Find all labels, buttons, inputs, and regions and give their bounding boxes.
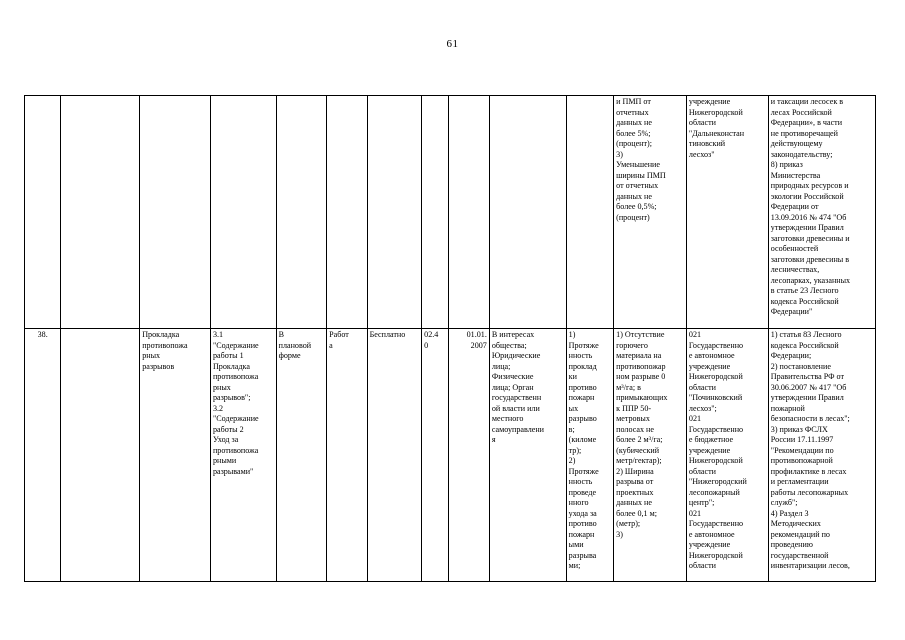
cell-payment: [367, 96, 422, 329]
table-row: [25, 96, 876, 329]
page-number: 61: [446, 38, 459, 50]
cell-payment: Бесплатно: [367, 329, 422, 582]
cell-form: [276, 96, 327, 329]
cell-volume-indicators: 1) Протяже нность проклад ки противо пожарн ых разрыво в; (киломе тр); 2) Протяже нность проведе нного ухода за противо пожарн ыми разрыва ми;: [566, 329, 614, 582]
services-table: [24, 95, 876, 582]
cell-work-name: [140, 96, 211, 329]
cell-okved: [422, 96, 449, 329]
cell-consumers: [489, 96, 566, 329]
cell-form: В плановой форме: [276, 329, 327, 582]
cell-date: 01.01. 2007: [449, 329, 489, 582]
cell-institutions: 021 Государственно е автономное учреждение Нижегородской области "Починковский лесхоз"; 021 Государственно е бюджетное учреждение Нижегородской области "Нижегородский лесопожарный центр"; 021 Государственно е автономное учреждение Нижегородской области: [686, 329, 768, 582]
cell-legal-basis: и таксации лесосек в лесах Российской Федерации», в части не противоречащей действующему законодательству; 8) приказ Министерства природных ресурсов и экологии Российской Федерации от 13.09.2016 № 474 "Об утверждении Правил заготовки древесины и особенностей заготовки древесины в лесничествах, лесопарках, указанных в статье 23 Лесного кодекса Российской Федерации": [768, 96, 875, 329]
cell-work-name: Прокладка противопожа рных разрывов: [140, 329, 211, 582]
cell-service-code: [61, 329, 140, 582]
cell-number: [25, 96, 61, 329]
cell-consumers: В интересах общества; Юридические лица; Физические лица; Орган государственн ой власти или местного самоуправлени я: [489, 329, 566, 582]
cell-type: [327, 96, 367, 329]
cell-volume-indicators: [566, 96, 614, 329]
cell-type: Работ а: [327, 329, 367, 582]
cell-quality-indicators: 1) Отсутствие горючего материала на противопожар ном разрыве 0 м³/га; в примыкающих к ППР 50- метровых полосах не более 2 м³/га; (кубический метр/гектар); 2) Ширина разрыва от проектных данных не более 0,1 м; (метр); 3): [614, 329, 687, 582]
cell-institutions: учреждение Нижегородской области "Дальнеконстан тиновский лесхоз": [686, 96, 768, 329]
table-row: [25, 329, 876, 582]
cell-service-code: [61, 96, 140, 329]
cell-work-content: 3.1 "Содержание работы 1 Прокладка противопожа рных разрывов"; 3.2 "Содержание работы 2 Уход за противопожа рными разрывами": [210, 329, 276, 582]
cell-okved: 02.4 0: [422, 329, 449, 582]
cell-quality-indicators: и ПМП от отчетных данных не более 5%; (процент); 3) Уменьшение ширины ПМП от отчетных данных не более 0,5%; (процент): [614, 96, 687, 329]
cell-date: [449, 96, 489, 329]
cell-legal-basis: 1) статья 83 Лесного кодекса Российской Федерации; 2) постановление Правительства РФ от 30.06.2007 № 417 "Об утверждении Правил пожарной безопасности в лесах"; 3) приказ ФСЛХ России 17.11.1997 "Рекомендации по противопожарной профилактике в лесах и регламентации работы лесопожарных служб"; 4) Раздел 3 Методических рекомендаций по проведению государственной инвентаризации лесов,: [768, 329, 875, 582]
cell-work-content: [210, 96, 276, 329]
cell-number: 38.: [25, 329, 61, 582]
